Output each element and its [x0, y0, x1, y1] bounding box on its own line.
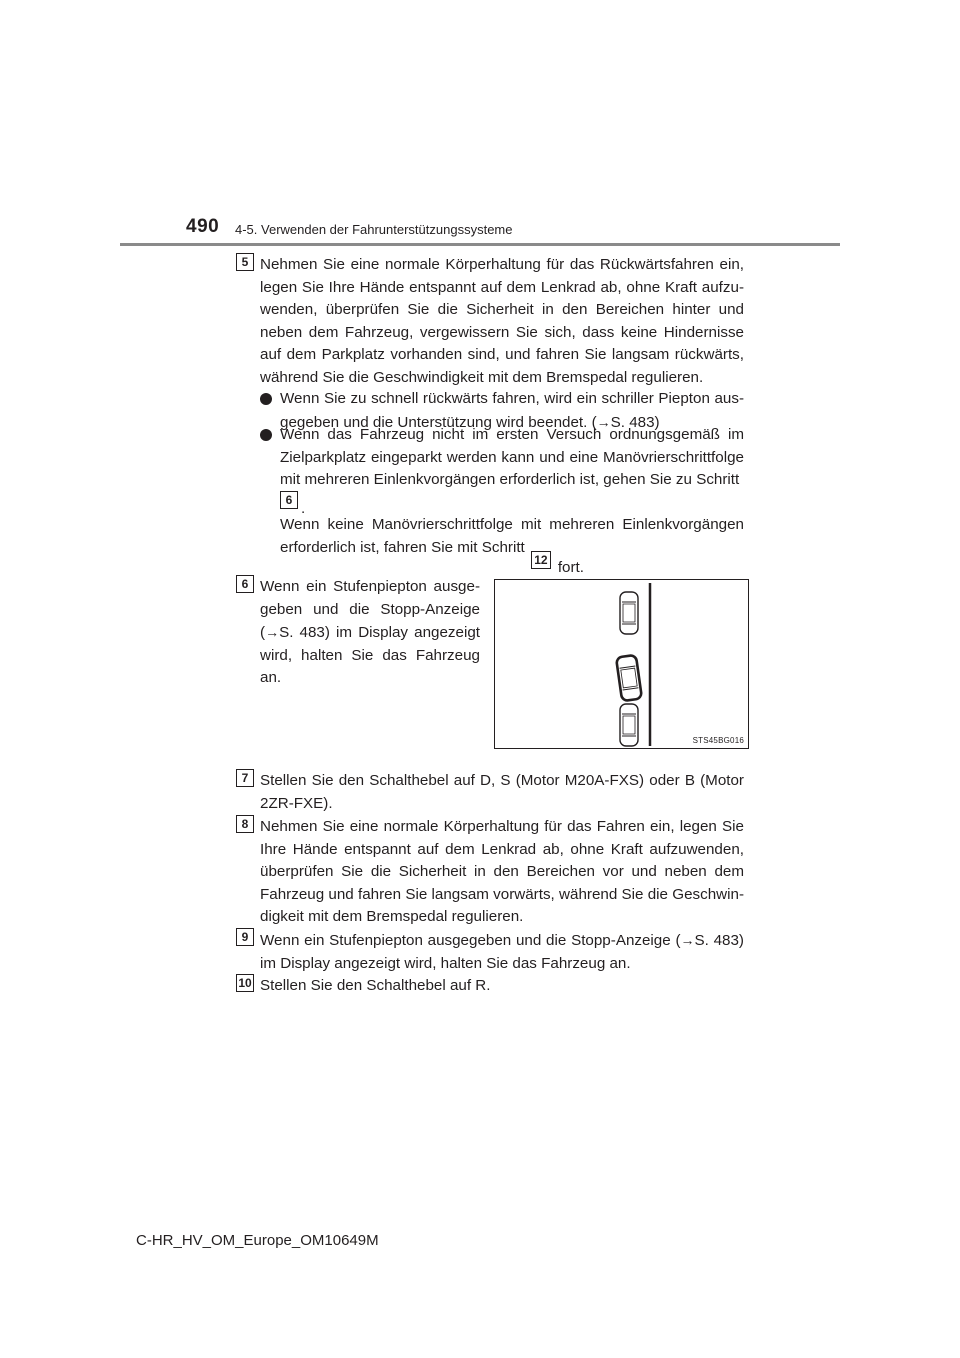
bullet-text: Wenn das Fahrzeug nicht im ersten Versuch ordnungsgemäß im Zielparkplatz eingeparkt werden kann und eine Manövrierschrittfolge mit mehreren Einlenkvorgängen erforderlich ist, gehen Sie zu Schritt 6 . Wenn keine Manövrierschrittfolge mit mehreren Einlenkvorgängen erforderlich ist, fahren Sie mit Schritt 12 fort.	[280, 426, 744, 576]
step-10-text: Stellen Sie den Schalthebel auf R.	[260, 977, 491, 994]
step-badge-10: 10	[236, 974, 254, 992]
bullet-icon	[260, 429, 272, 441]
step-badge-9: 9	[236, 928, 254, 946]
reference-arrow-icon: →	[596, 413, 611, 430]
reference-arrow-icon: →	[680, 932, 695, 948]
parking-diagram	[495, 580, 748, 748]
maneuvering-car-icon	[616, 655, 642, 701]
figure-code: STS45BG016	[692, 736, 744, 745]
reference-arrow-icon: →	[265, 624, 280, 640]
step-5-text: Nehmen Sie eine normale Körperhaltung für das Rückwärtsfahren ein, legen Sie Ihre Hände entspannt auf dem Lenkrad ab, ohne Kraft aufzu- wenden, überprüfen Sie die Sicherheit in den Bereichen hinter und neben dem Fahrzeug, vergewissern Sie sich, dass keine Hindernisse auf dem Parkplatz vorhanden sind, und fahren Sie langsam rückwärts, während Sie die Geschwindigkeit mit dem Bremspedal regulieren.	[260, 256, 744, 386]
step-5-bullet-retry	[260, 424, 744, 580]
parked-car-rear-icon	[620, 704, 638, 746]
bullet-icon	[260, 393, 272, 405]
step-9-text: Wenn ein Stufenpiepton ausgegeben und die Stopp-Anzeige (→S. 483) im Display angezeigt wird, halten Sie das Fahrzeug an.	[260, 932, 744, 972]
step-badge-7: 7	[236, 769, 254, 787]
page-reference[interactable]: S. 483)	[610, 413, 660, 431]
bullet-text: Wenn Sie zu schnell rückwärts fahren, wird ein schriller Piepton aus- gegeben und die Unterstützung wird beendet. (→S. 483)	[280, 390, 744, 431]
step-6-text: Wenn ein Stufenpiepton ausge- geben und die Stopp-Anzeige (→S. 483) im Display angezeigt wird, halten Sie das Fahrzeug an.	[260, 578, 480, 686]
step-8-text: Nehmen Sie eine normale Körperhaltung für das Fahren ein, legen Sie Ihre Hände entspannt auf dem Lenkrad ab, ohne Kraft aufzuwenden, überprüfen Sie die Sicherheit in den Bereichen vor und neben dem Fahrzeug und fahren Sie langsam vorwärts, während Sie die Geschwin- digkeit mit dem Bremspedal regulieren.	[260, 818, 744, 925]
parking-illustration	[494, 579, 749, 749]
parked-car-front-icon	[620, 592, 638, 634]
header-divider	[120, 243, 840, 246]
document-id: C-HR_HV_OM_Europe_OM10649M	[136, 1232, 379, 1249]
step-badge-8: 8	[236, 815, 254, 833]
step-7-text: Stellen Sie den Schalthebel auf D, S (Motor M20A-FXS) oder B (Motor 2ZR-FXE).	[260, 772, 744, 812]
inline-step-badge-6[interactable]: 6	[280, 491, 298, 509]
step-badge-6: 6	[236, 575, 254, 593]
section-title: 4-5. Verwenden der Fahrunterstützungssysteme	[235, 222, 513, 237]
step-badge-5: 5	[236, 253, 254, 271]
inline-step-badge-12[interactable]: 12	[531, 551, 550, 569]
page-number: 490	[186, 216, 220, 237]
